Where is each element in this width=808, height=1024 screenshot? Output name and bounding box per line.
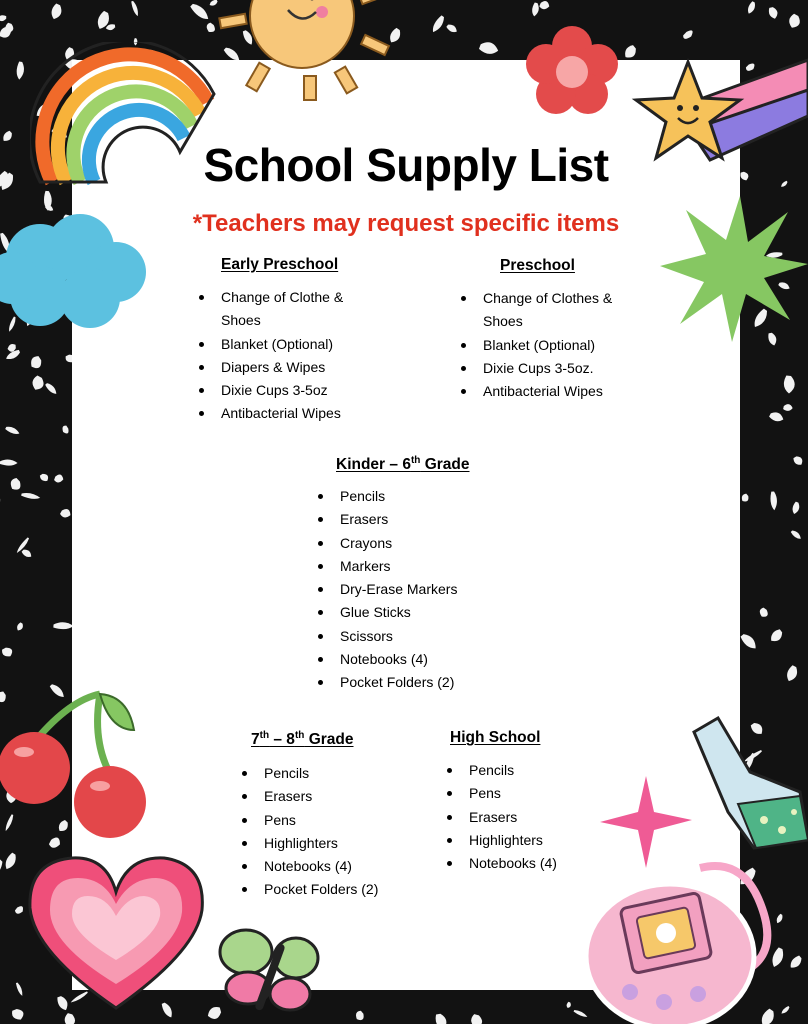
section-heading: Kinder – 6th Grade (336, 455, 470, 474)
list-item: Pencils (264, 762, 424, 785)
list-item: Dixie Cups 3-5oz (221, 379, 361, 402)
list-item: Blanket (Optional) (483, 334, 633, 357)
sparkle-icon (600, 776, 692, 868)
list-item: Pocket Folders (2) (340, 671, 520, 694)
page-title: School Supply List (203, 139, 609, 191)
teacher-note: *Teachers may request specific items (192, 210, 620, 237)
list-item: Pocket Folders (2) (264, 878, 424, 901)
butterfly-icon (214, 922, 326, 1018)
list-item: Glue Sticks (340, 601, 520, 624)
section-heading: 7th – 8th Grade (251, 730, 354, 749)
list-item: Antibacterial Wipes (483, 380, 633, 403)
list-item: Antibacterial Wipes (221, 402, 361, 425)
list-item: Change of Clothes & Shoes (483, 287, 633, 334)
flower-icon (526, 26, 618, 118)
supply-list (469, 759, 609, 875)
supply-list (264, 762, 424, 902)
list-item: Blanket (Optional) (221, 333, 361, 356)
list-item: Pens (469, 782, 609, 805)
section-heading: Preschool (500, 257, 575, 274)
list-item: Dry-Erase Markers (340, 578, 520, 601)
list-item: Erasers (264, 785, 424, 808)
list-item: Notebooks (4) (340, 648, 520, 671)
list-item: Highlighters (469, 829, 609, 852)
list-item: Markers (340, 555, 520, 578)
flask-icon (684, 712, 808, 852)
sun-icon (212, 0, 392, 108)
tamagotchi-icon (580, 858, 780, 1024)
list-item: Pencils (469, 759, 609, 782)
list-item: Erasers (340, 508, 520, 531)
list-item: Pens (264, 809, 424, 832)
list-item: Erasers (469, 806, 609, 829)
heart-icon (24, 852, 210, 1012)
list-item: Notebooks (4) (469, 852, 609, 875)
list-item: Highlighters (264, 832, 424, 855)
list-item: Notebooks (4) (264, 855, 424, 878)
section-heading: Early Preschool (221, 256, 339, 273)
supply-list (483, 287, 633, 403)
list-item: Crayons (340, 532, 520, 555)
supply-list (221, 286, 361, 426)
cherries-icon (0, 690, 160, 840)
supply-list (340, 485, 520, 695)
list-item: Dixie Cups 3-5oz. (483, 357, 633, 380)
section-heading: High School (450, 729, 541, 746)
list-item: Pencils (340, 485, 520, 508)
list-item: Diapers & Wipes (221, 356, 361, 379)
list-item: Scissors (340, 625, 520, 648)
list-item: Change of Clothe & Shoes (221, 286, 361, 333)
